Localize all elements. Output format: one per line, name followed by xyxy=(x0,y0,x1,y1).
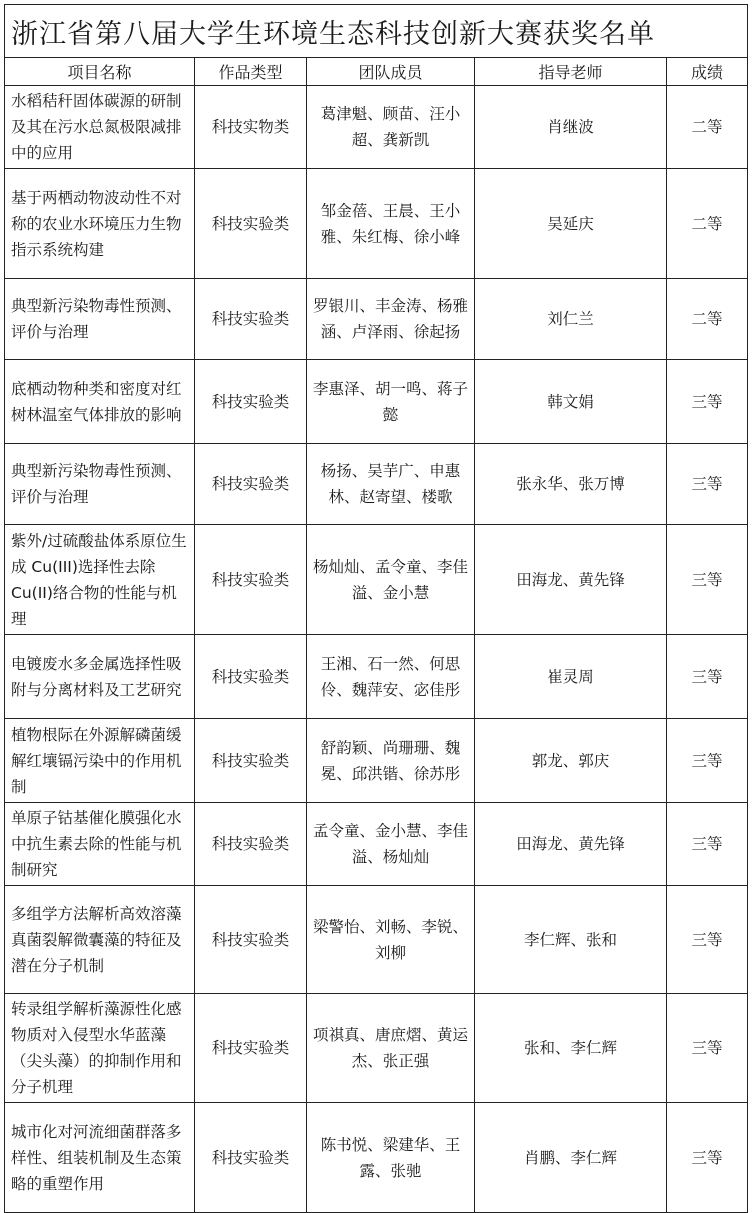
project-name-cell: 底栖动物种类和密度对红树林温室气体排放的影响 xyxy=(5,360,195,444)
grade-cell: 二等 xyxy=(667,169,748,279)
grade-cell: 二等 xyxy=(667,279,748,360)
grade-cell: 三等 xyxy=(667,635,748,719)
project-name-cell: 单原子钴基催化膜强化水中抗生素去除的性能与机制研究 xyxy=(5,803,195,886)
grade-cell: 二等 xyxy=(667,86,748,169)
project-name-cell: 典型新污染物毒性预测、评价与治理 xyxy=(5,444,195,525)
advisor-cell: 田海龙、黄先锋 xyxy=(475,803,667,886)
advisor-cell: 吴延庆 xyxy=(475,169,667,279)
team-members-cell: 罗银川、丰金涛、杨雅涵、卢泽雨、徐起扬 xyxy=(307,279,475,360)
document-title: 浙江省第八届大学生环境生态科技创新大赛获奖名单 xyxy=(5,5,748,58)
column-header-work-type: 作品类型 xyxy=(195,58,307,86)
team-members-cell: 杨灿灿、孟令童、李佳溢、金小慧 xyxy=(307,525,475,635)
advisor-cell: 张和、李仁辉 xyxy=(475,994,667,1103)
project-name-cell: 基于两栖动物波动性不对称的农业水环境压力生物指示系统构建 xyxy=(5,169,195,279)
advisor-cell: 张永华、张万博 xyxy=(475,444,667,525)
grade-cell: 三等 xyxy=(667,525,748,635)
work-type-cell: 科技实验类 xyxy=(195,635,307,719)
grade-cell: 三等 xyxy=(667,803,748,886)
project-name-cell: 典型新污染物毒性预测、评价与治理 xyxy=(5,279,195,360)
column-header-project-name: 项目名称 xyxy=(5,58,195,86)
project-name-cell: 转录组学解析藻源性化感物质对入侵型水华蓝藻（尖头藻）的抑制作用和分子机理 xyxy=(5,994,195,1103)
grade-cell: 三等 xyxy=(667,444,748,525)
project-name-cell: 水稻秸秆固体碳源的研制及其在污水总氮极限减排中的应用 xyxy=(5,86,195,169)
project-name-cell: 电镀废水多金属选择性吸附与分离材料及工艺研究 xyxy=(5,635,195,719)
table-row xyxy=(5,360,748,444)
table-row xyxy=(5,719,748,803)
team-members-cell: 王湘、石一然、何思伶、魏萍安、宓佳彤 xyxy=(307,635,475,719)
table-row xyxy=(5,886,748,994)
advisor-cell: 韩文娟 xyxy=(475,360,667,444)
work-type-cell: 科技实物类 xyxy=(195,86,307,169)
work-type-cell: 科技实验类 xyxy=(195,525,307,635)
work-type-cell: 科技实验类 xyxy=(195,994,307,1103)
advisor-cell: 李仁辉、张和 xyxy=(475,886,667,994)
grade-cell: 三等 xyxy=(667,719,748,803)
advisor-cell: 肖鹏、李仁辉 xyxy=(475,1103,667,1213)
project-name-cell: 城市化对河流细菌群落多样性、组装机制及生态策略的重塑作用 xyxy=(5,1103,195,1213)
advisor-cell: 郭龙、郭庆 xyxy=(475,719,667,803)
award-table xyxy=(4,4,748,1213)
advisor-cell: 田海龙、黄先锋 xyxy=(475,525,667,635)
team-members-cell: 孟令童、金小慧、李佳溢、杨灿灿 xyxy=(307,803,475,886)
column-header-advisor: 指导老师 xyxy=(475,58,667,86)
work-type-cell: 科技实验类 xyxy=(195,803,307,886)
table-row xyxy=(5,169,748,279)
table-row xyxy=(5,994,748,1103)
project-name-cell: 多组学方法解析高效溶藻真菌裂解微囊藻的特征及潜在分子机制 xyxy=(5,886,195,994)
table-row xyxy=(5,525,748,635)
award-list-document xyxy=(4,4,747,1213)
grade-cell: 三等 xyxy=(667,1103,748,1213)
team-members-cell: 梁警怡、刘畅、李锐、刘柳 xyxy=(307,886,475,994)
project-name-cell: 植物根际在外源解磷菌缓解红壤镉污染中的作用机制 xyxy=(5,719,195,803)
table-header-row xyxy=(5,58,748,86)
team-members-cell: 葛津魁、顾苗、汪小超、龚新凯 xyxy=(307,86,475,169)
work-type-cell: 科技实验类 xyxy=(195,1103,307,1213)
advisor-cell: 刘仁兰 xyxy=(475,279,667,360)
team-members-cell: 项祺真、唐庶熠、黄运杰、张正强 xyxy=(307,994,475,1103)
team-members-cell: 舒韵颖、尚珊珊、魏冕、邱洪锴、徐苏彤 xyxy=(307,719,475,803)
table-row xyxy=(5,803,748,886)
team-members-cell: 杨扬、吴芋广、申惠林、赵寄望、楼歌 xyxy=(307,444,475,525)
advisor-cell: 崔灵周 xyxy=(475,635,667,719)
work-type-cell: 科技实验类 xyxy=(195,444,307,525)
grade-cell: 三等 xyxy=(667,360,748,444)
table-row xyxy=(5,444,748,525)
team-members-cell: 陈书悦、梁建华、王露、张驰 xyxy=(307,1103,475,1213)
table-row xyxy=(5,279,748,360)
work-type-cell: 科技实验类 xyxy=(195,360,307,444)
work-type-cell: 科技实验类 xyxy=(195,279,307,360)
grade-cell: 三等 xyxy=(667,994,748,1103)
team-members-cell: 李惠泽、胡一鸣、蒋子懿 xyxy=(307,360,475,444)
grade-cell: 三等 xyxy=(667,886,748,994)
table-row xyxy=(5,1103,748,1213)
table-row xyxy=(5,86,748,169)
column-header-team-members: 团队成员 xyxy=(307,58,475,86)
work-type-cell: 科技实验类 xyxy=(195,886,307,994)
work-type-cell: 科技实验类 xyxy=(195,719,307,803)
work-type-cell: 科技实验类 xyxy=(195,169,307,279)
advisor-cell: 肖继波 xyxy=(475,86,667,169)
column-header-grade: 成绩 xyxy=(667,58,748,86)
team-members-cell: 邹金蓓、王晨、王小雅、朱红梅、徐小峰 xyxy=(307,169,475,279)
project-name-cell: 紫外/过硫酸盐体系原位生成 Cu(III)选择性去除 Cu(II)络合物的性能与机理 xyxy=(5,525,195,635)
table-row xyxy=(5,635,748,719)
